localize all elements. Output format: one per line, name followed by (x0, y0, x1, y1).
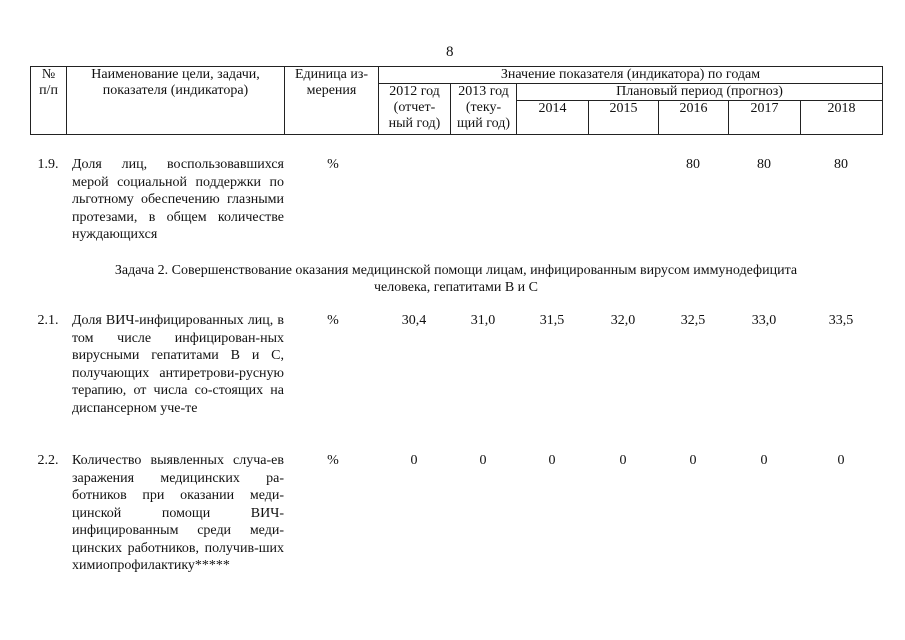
value-2018: 80 (834, 157, 848, 172)
value-2014: 31,5 (539, 313, 565, 328)
header-2012-line3: ный год) (388, 116, 441, 131)
task-2-line1: Задача 2. Совершенствование оказания медицинской помощи лицам, инфицированным вирусом иммунодефицита (114, 263, 798, 278)
value-2012: 0 (410, 453, 418, 468)
value-2012: 30,4 (401, 313, 427, 328)
page-number: 8 (446, 44, 454, 60)
value-2017: 0 (760, 453, 768, 468)
header-2012-line2: (отчет- (393, 100, 436, 115)
row-name: Количество выявленных случа-ев заражения медицинских ра-ботников при оказании меди-цинской помощи ВИЧ-инфицированным среди меди-цинских работников, получив-ших химиопрофилактику***** (72, 453, 284, 573)
row-unit: % (327, 157, 339, 172)
header-2013-line2: (теку- (465, 100, 502, 115)
header-unit-line2: мерения (306, 83, 357, 98)
row-unit: % (327, 313, 339, 328)
row-name: Доля ВИЧ-инфицированных лиц, в том числе инфицирован-ных вирусными гепатитами В и С, получающих антиретрови-русную терапию, от числа со-стоящих на диспансерном уче-те (72, 313, 284, 416)
value-2017: 33,0 (751, 313, 777, 328)
row-name: Доля лиц, воспользовавшихся мерой социальной поддержки по льготному обеспечению глазными протезами, в общем количестве нуждающихся (72, 157, 284, 242)
header-num (31, 67, 67, 135)
header-plan-title: Плановый период (прогноз) (517, 84, 883, 101)
value-2016: 0 (689, 453, 697, 468)
value-2018: 33,5 (828, 313, 854, 328)
header-2013-line1: 2013 год (458, 84, 509, 99)
value-2013: 31,0 (470, 313, 496, 328)
header-year-2017: 2017 (729, 101, 801, 135)
header-year-2018: 2018 (801, 101, 883, 135)
header-num-line1: № (41, 67, 56, 82)
row-unit: % (327, 453, 339, 468)
value-2015: 0 (619, 453, 627, 468)
row-number: 2.1. (37, 313, 59, 328)
header-2013 (451, 84, 517, 135)
header-year-2016: 2016 (659, 101, 729, 135)
task-2-line2: человека, гепатитами В и С (373, 280, 539, 295)
header-name (67, 67, 285, 135)
header-name-line2: показателя (индикатора) (102, 83, 249, 98)
value-2018: 0 (837, 453, 845, 468)
value-2017: 80 (757, 157, 771, 172)
row-number: 1.9. (37, 157, 59, 172)
header-2012-line1: 2012 год (389, 84, 440, 99)
header-unit-line1: Единица из- (294, 67, 369, 82)
value-2013: 0 (479, 453, 487, 468)
header-2013-line3: щий год) (456, 116, 511, 131)
row-number: 2.2. (37, 453, 59, 468)
header-year-2014: 2014 (517, 101, 589, 135)
value-2014: 0 (548, 453, 556, 468)
header-unit (285, 67, 379, 135)
header-2012 (379, 84, 451, 135)
header-name-line1: Наименование цели, задачи, (91, 67, 260, 82)
header-values-title: Значение показателя (индикатора) по годам (379, 67, 883, 84)
task-2-heading (30, 262, 882, 296)
indicator-table-header (30, 66, 883, 135)
header-num-line2: п/п (39, 83, 58, 98)
header-year-2015: 2015 (589, 101, 659, 135)
value-2015: 32,0 (610, 313, 636, 328)
value-2016: 32,5 (680, 313, 706, 328)
value-2016: 80 (686, 157, 700, 172)
